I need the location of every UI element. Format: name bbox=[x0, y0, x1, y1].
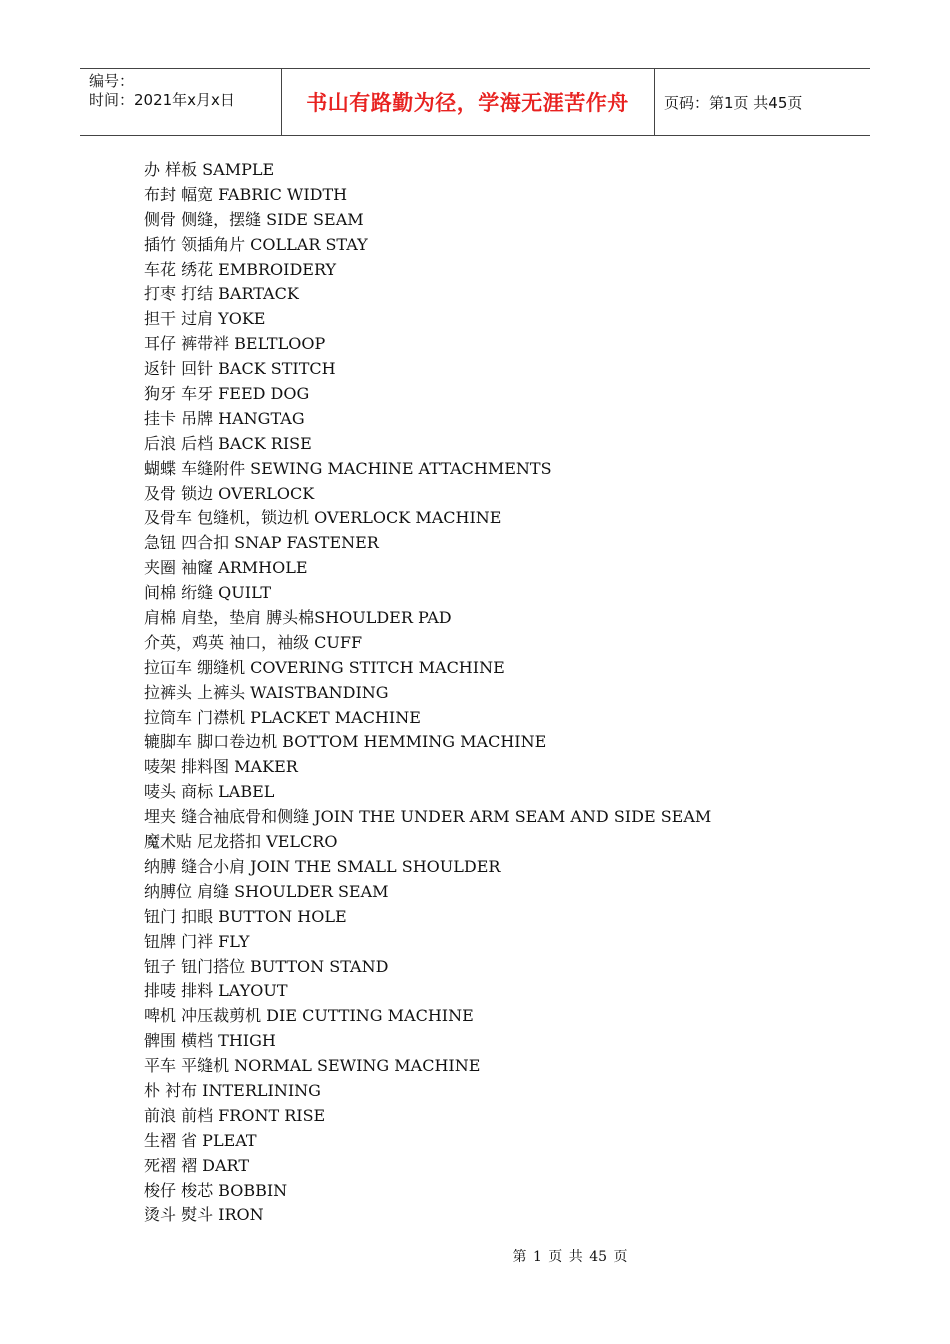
page-footer: 第 1 页 共 45 页 bbox=[512, 1249, 628, 1265]
header-page-info: 页码：第1页 共45页 bbox=[664, 93, 803, 112]
glossary-list bbox=[144, 158, 864, 1228]
glossary-entry: 生褶 省 PLEAT bbox=[144, 1130, 257, 1150]
glossary-entry: 髀围 横档 THIGH bbox=[144, 1031, 276, 1051]
glossary-entry: 间棉 绗缝 QUILT bbox=[144, 583, 272, 603]
glossary-entry: 钮子 钮门搭位 BUTTON STAND bbox=[144, 956, 389, 976]
glossary-entry: 插竹 领插角片 COLLAR STAY bbox=[144, 234, 368, 254]
glossary-entry: 办 样板 SAMPLE bbox=[144, 160, 275, 179]
glossary-entry: 辘脚车 脚口卷边机 BOTTOM HEMMING MACHINE bbox=[144, 732, 547, 752]
glossary-entry: 狗牙 车牙 FEED DOG bbox=[144, 384, 310, 404]
glossary-entry: 纳膊 缝合小肩 JOIN THE SMALL SHOULDER bbox=[144, 856, 501, 876]
glossary-entry: 布封 幅宽 FABRIC WIDTH bbox=[144, 184, 348, 204]
header-meta-cell bbox=[80, 69, 282, 135]
document-header bbox=[80, 68, 870, 136]
glossary-entry: 烫斗 熨斗 IRON bbox=[144, 1205, 264, 1225]
glossary-entry: 排唛 排料 LAYOUT bbox=[144, 981, 288, 1001]
glossary-entry: 夹圈 袖窿 ARMHOLE bbox=[144, 558, 308, 578]
glossary-entry: 急钮 四合扣 SNAP FASTENER bbox=[144, 533, 379, 553]
date-line: 时间：2021年x月x日 bbox=[89, 91, 235, 109]
glossary-entry: 介英，鸡英 袖口，袖级 CUFF bbox=[144, 632, 363, 652]
glossary-entry: 拉裤头 上裤头 WAISTBANDING bbox=[144, 682, 389, 702]
glossary-entry: 埋夹 缝合袖底骨和侧缝 JOIN THE UNDER ARM SEAM AND SIDE SEAM bbox=[144, 807, 712, 827]
glossary-entry: 及骨 锁边 OVERLOCK bbox=[144, 483, 315, 503]
glossary-entry: 钮牌 门袢 FLY bbox=[144, 931, 250, 951]
glossary-entry: 魔术贴 尼龙搭扣 VELCRO bbox=[144, 832, 338, 852]
glossary-entry: 及骨车 包缝机，锁边机 OVERLOCK MACHINE bbox=[144, 508, 502, 528]
glossary-entry: 挂卡 吊牌 HANGTAG bbox=[144, 408, 305, 428]
glossary-entry: 梭仔 梭芯 BOBBIN bbox=[144, 1180, 288, 1200]
glossary-entry: 死褶 褶 DART bbox=[144, 1155, 249, 1175]
glossary-entry: 车花 绣花 EMBROIDERY bbox=[144, 259, 337, 279]
glossary-entry: 返针 回针 BACK STITCH bbox=[144, 359, 336, 379]
glossary-entry: 肩棉 肩垫，垫肩 膊头棉SHOULDER PAD bbox=[144, 608, 452, 628]
glossary-entry: 拉冚车 绷缝机 COVERING STITCH MACHINE bbox=[144, 657, 505, 677]
glossary-entry: 朴 衬布 INTERLINING bbox=[144, 1080, 321, 1100]
glossary-entry: 平车 平缝机 NORMAL SEWING MACHINE bbox=[144, 1056, 481, 1076]
glossary-entry: 蝴蝶 车缝附件 SEWING MACHINE ATTACHMENTS bbox=[144, 458, 552, 478]
glossary-entry: 担干 过肩 YOKE bbox=[144, 309, 266, 329]
glossary-entry: 侧骨 侧缝，摆缝 SIDE SEAM bbox=[144, 209, 364, 229]
glossary-entry: 后浪 后档 BACK RISE bbox=[144, 433, 312, 453]
glossary-entry: 前浪 前档 FRONT RISE bbox=[144, 1105, 326, 1125]
motto-text: 书山有路勤为径，学海无涯苦作舟 bbox=[306, 91, 629, 115]
glossary-entry: 打枣 打结 BARTACK bbox=[144, 284, 299, 304]
glossary-entry: 纳膊位 肩缝 SHOULDER SEAM bbox=[144, 881, 389, 901]
glossary-entry: 耳仔 裤带袢 BELTLOOP bbox=[144, 334, 326, 354]
glossary-entry: 唛头 商标 LABEL bbox=[144, 782, 275, 802]
serial-number-label: 编号： bbox=[89, 72, 135, 90]
header-page-cell bbox=[655, 69, 870, 135]
glossary-entry: 唛架 排料图 MAKER bbox=[144, 757, 298, 777]
glossary-entry: 啤机 冲压裁剪机 DIE CUTTING MACHINE bbox=[144, 1006, 474, 1026]
glossary-entry: 拉筒车 门襟机 PLACKET MACHINE bbox=[144, 707, 421, 727]
glossary-entry: 钮门 扣眼 BUTTON HOLE bbox=[144, 906, 347, 926]
header-motto-cell bbox=[281, 69, 655, 135]
